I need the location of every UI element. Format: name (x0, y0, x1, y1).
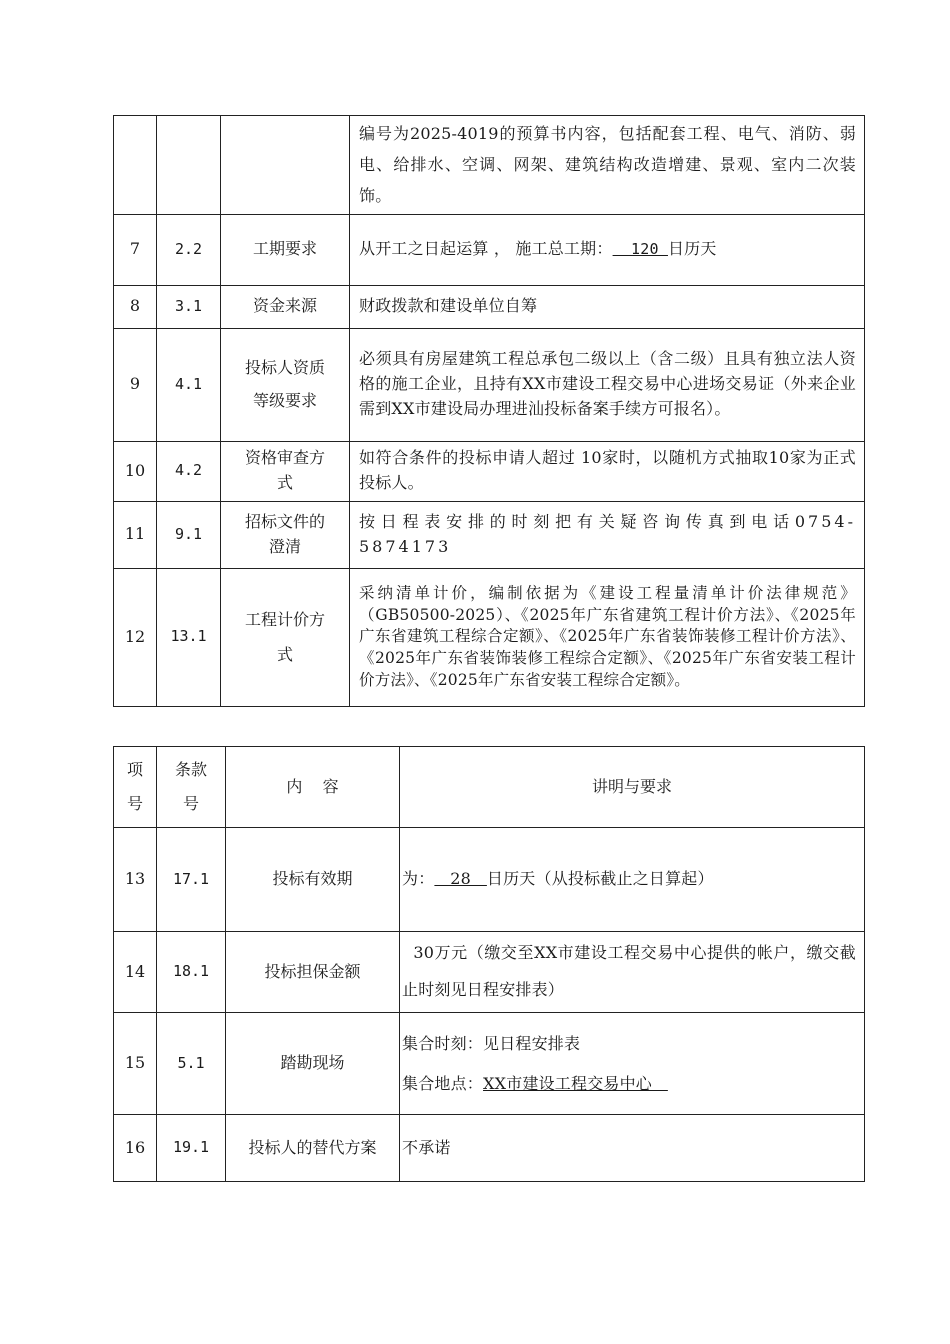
item-name (221, 441, 350, 501)
item-name: 投标担保金额 (226, 932, 400, 1013)
table-row (114, 501, 865, 568)
item-name-line: 式 (276, 645, 293, 665)
item-name-line: 资格审查方 (244, 448, 325, 468)
item-description: 必须具有房屋建筑工程总承包二级以上（含二级）且具有独立法人资格的施工企业，且持有XX市建设工程交易中心进场交易证（外来企业需到XX市建设局办理进汕投标备案手续方可报名）。 (350, 328, 865, 441)
table-row (114, 285, 865, 328)
item-name: 资金来源 (221, 285, 350, 328)
clause-number: 19.1 (157, 1115, 226, 1182)
header-text: 项 (126, 760, 143, 780)
description-text: 日历天 (667, 239, 717, 259)
description-text: 日历天（从投标截止之日算起） (486, 869, 714, 889)
clause-number (157, 116, 221, 215)
item-description: 如符合条件的投标申请人超过 10家时，以随机方式抽取10家为正式投标人。 (350, 441, 865, 501)
item-name-line: 等级要求 (252, 390, 317, 410)
header-clause (157, 747, 226, 828)
item-description (400, 828, 865, 932)
table-row (114, 328, 865, 441)
item-name-line: 招标文件的 (244, 511, 325, 531)
location-value: XX市建设工程交易中心 (483, 1073, 668, 1093)
description-text: 从开工之日起运算 ， 施工总工期： (359, 239, 613, 259)
item-name-line: 投标人资质 (244, 357, 325, 377)
item-name: 投标人的替代方案 (226, 1115, 400, 1182)
item-name (221, 568, 350, 706)
item-name: 工期要求 (221, 214, 350, 285)
row-number: 16 (114, 1115, 157, 1182)
table-row (114, 214, 865, 285)
item-name (221, 328, 350, 441)
clause-number: 9.1 (157, 501, 221, 568)
item-description: 采纳清单计价，编制依据为《建设工程量清单计价法律规范》（GB50500-2025）、《2025年广东省建筑工程计价方法》、《2025年广东省建筑工程综合定额》、《2025年广东省装饰装修工程计价方法》、《2025年广东省装饰装修工程综合定额》、《2025年广东省安装工程计价方法》、《2025年广东省安装工程综合定额》。 (350, 568, 865, 706)
clause-number: 17.1 (157, 828, 226, 932)
table-row (114, 1115, 865, 1182)
description-text: 集合地点： (402, 1073, 484, 1093)
table-row (114, 441, 865, 501)
item-name: 踏勘现场 (226, 1013, 400, 1115)
row-number: 11 (114, 501, 157, 568)
item-name (221, 116, 350, 215)
item-description: 不承诺 (400, 1115, 865, 1182)
item-name-line: 工程计价方 (244, 609, 325, 629)
item-name-line: 式 (276, 473, 293, 493)
requirements-table (113, 746, 865, 1182)
row-number: 12 (114, 568, 157, 706)
row-number: 8 (114, 285, 157, 328)
row-number: 13 (114, 828, 157, 932)
item-description (400, 1013, 865, 1115)
header-text: 号 (182, 794, 199, 813)
row-number: 15 (114, 1013, 157, 1115)
item-name (221, 501, 350, 568)
description-text: 为： (402, 869, 435, 889)
duration-value: 120 (612, 240, 668, 259)
item-description: 财政拨款和建设单位自筹 (350, 285, 865, 328)
assembly-time: 集合时刻：见日程安排表 (402, 1033, 581, 1053)
row-number: 9 (114, 328, 157, 441)
validity-days-value: 28 (434, 869, 487, 889)
table-row (114, 1013, 865, 1115)
table-header-row (114, 747, 865, 828)
clause-number: 2.2 (157, 214, 221, 285)
item-name-line: 澄清 (268, 536, 301, 556)
item-name: 投标有效期 (226, 828, 400, 932)
clause-number: 13.1 (157, 568, 221, 706)
clause-number: 3.1 (157, 285, 221, 328)
clause-number: 5.1 (157, 1013, 226, 1115)
requirements-table-continued (113, 115, 865, 707)
assembly-location (402, 1064, 856, 1104)
header-text: 号 (126, 794, 143, 813)
item-description: 30万元（缴交至XX市建设工程交易中心提供的帐户，缴交截止时刻见日程安排表） (400, 932, 865, 1013)
row-number: 7 (114, 214, 157, 285)
row-number: 14 (114, 932, 157, 1013)
header-text: 条款 (174, 760, 207, 780)
table-row (114, 568, 865, 706)
item-description: 按日程表安排的时刻把有关疑咨询传真到电话0754-5874173 (350, 501, 865, 568)
header-description: 讲明与要求 (400, 747, 865, 828)
item-description: 编号为2025-4019的预算书内容，包括配套工程、电气、消防、弱电、给排水、空调、网架、建筑结构改造增建、景观、室内二次装饰。 (350, 116, 865, 215)
row-number (114, 116, 157, 215)
table-row (114, 116, 865, 215)
table-row (114, 828, 865, 932)
clause-number: 4.2 (157, 441, 221, 501)
item-description (350, 214, 865, 285)
clause-number: 18.1 (157, 932, 226, 1013)
table-row (114, 932, 865, 1013)
clause-number: 4.1 (157, 328, 221, 441)
row-number: 10 (114, 441, 157, 501)
header-row-number (114, 747, 157, 828)
header-content: 内 容 (226, 747, 400, 828)
